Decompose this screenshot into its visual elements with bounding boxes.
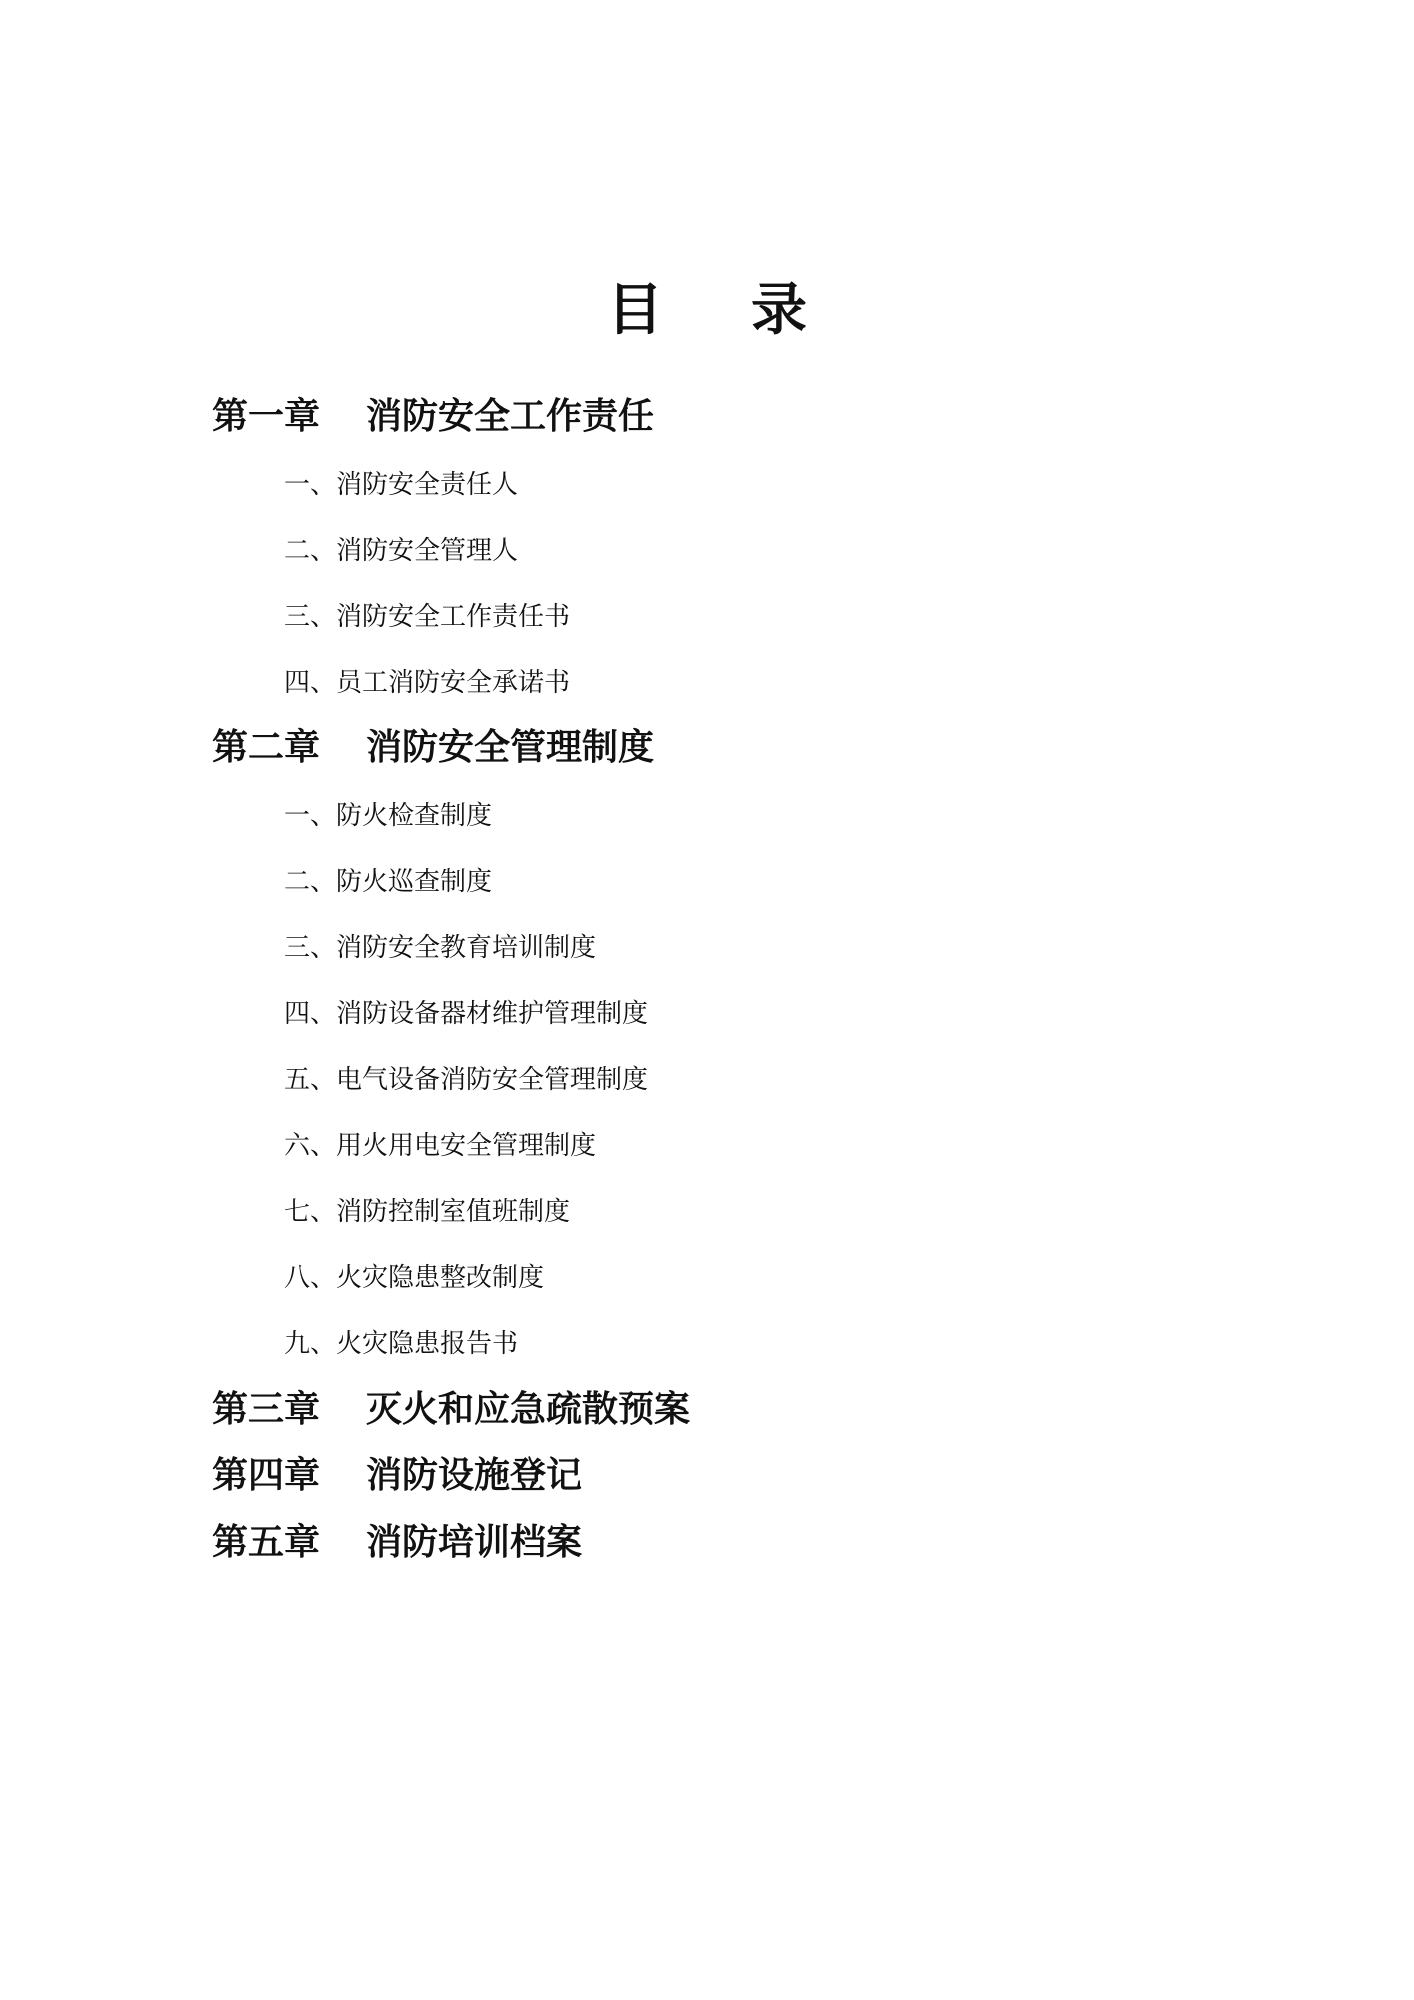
toc-item: 二、防火巡查制度 bbox=[284, 867, 493, 897]
chapter-title: 消防安全工作责任 bbox=[366, 396, 655, 437]
chapter-title: 消防安全管理制度 bbox=[366, 727, 655, 768]
title-char-2: 录 bbox=[751, 278, 807, 343]
toc-item: 七、消防控制室值班制度 bbox=[284, 1197, 571, 1227]
toc-item: 一、消防安全责任人 bbox=[284, 470, 519, 500]
chapter-title: 灭火和应急疏散预案 bbox=[366, 1389, 691, 1430]
toc-chapter-2 bbox=[212, 723, 654, 773]
toc-item: 八、火灾隐患整改制度 bbox=[284, 1263, 545, 1293]
toc-item: 四、员工消防安全承诺书 bbox=[284, 668, 571, 698]
toc-chapter-3 bbox=[212, 1385, 690, 1435]
chapter-number: 第二章 bbox=[212, 727, 321, 768]
chapter-title: 消防培训档案 bbox=[366, 1522, 583, 1563]
toc-item: 三、消防安全教育培训制度 bbox=[284, 933, 597, 963]
toc-item: 四、消防设备器材维护管理制度 bbox=[284, 999, 649, 1029]
toc-item: 二、消防安全管理人 bbox=[284, 536, 519, 566]
title-char-1: 目 bbox=[607, 278, 663, 343]
toc-chapter-4 bbox=[212, 1451, 582, 1501]
chapter-number: 第一章 bbox=[212, 396, 321, 437]
toc-item: 三、消防安全工作责任书 bbox=[284, 602, 571, 632]
chapter-number: 第五章 bbox=[212, 1522, 321, 1563]
chapter-number: 第四章 bbox=[212, 1455, 321, 1496]
toc-item: 六、用火用电安全管理制度 bbox=[284, 1131, 597, 1161]
chapter-number: 第三章 bbox=[212, 1389, 321, 1430]
chapter-title: 消防设施登记 bbox=[366, 1455, 583, 1496]
toc-item: 五、电气设备消防安全管理制度 bbox=[284, 1065, 649, 1095]
toc-chapter-1 bbox=[212, 392, 654, 442]
toc-item: 九、火灾隐患报告书 bbox=[284, 1329, 519, 1359]
toc-item: 一、防火检查制度 bbox=[284, 801, 493, 831]
toc-chapter-5 bbox=[212, 1518, 582, 1568]
